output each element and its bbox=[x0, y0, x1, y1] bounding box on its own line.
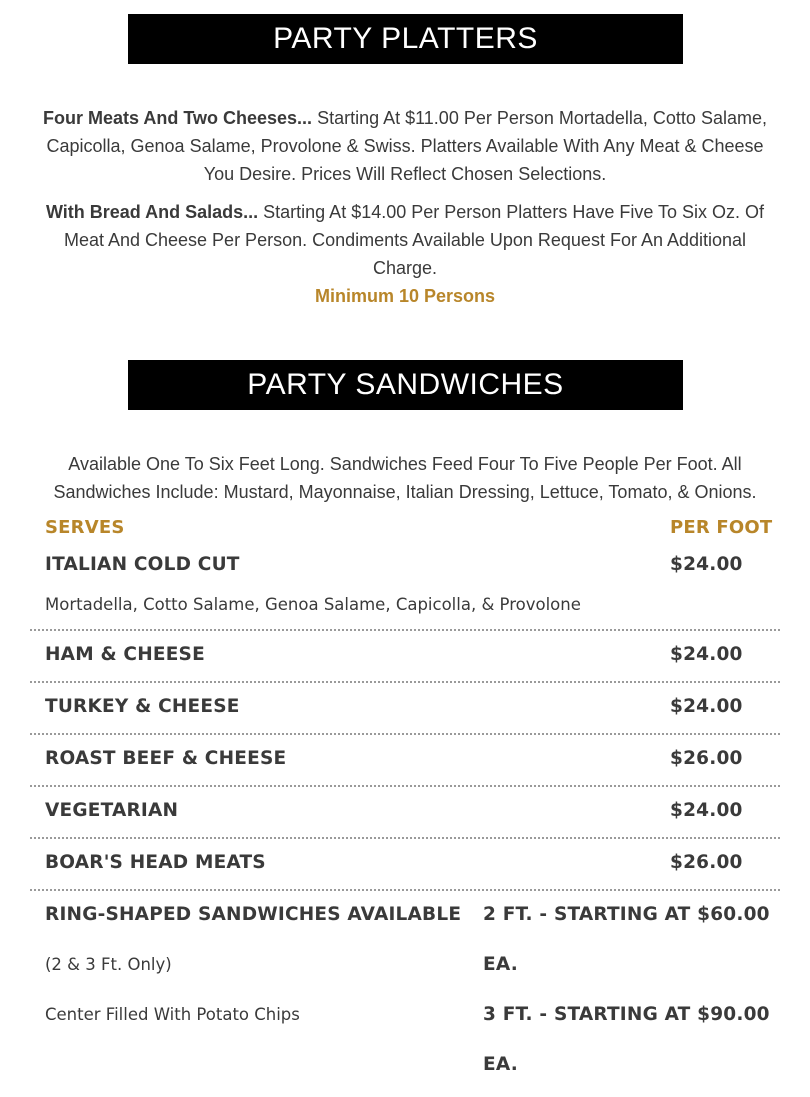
platters-bread-text: Starting At $14.00 Per Person Platters Have Five To Six Oz. Of Meat And Cheese Per Person. Condiments Available Upon Request For An Additional Charge. bbox=[63, 202, 765, 278]
menu-item-price: $24.00 bbox=[670, 644, 743, 665]
row-divider bbox=[30, 889, 780, 891]
row-divider bbox=[30, 733, 780, 735]
party-platters-title: PARTY PLATTERS bbox=[273, 22, 538, 55]
row-divider bbox=[30, 837, 780, 839]
platters-bread-lead: With Bread And Salads... bbox=[45, 202, 259, 222]
party-sandwiches-heading bbox=[128, 360, 683, 410]
ring-note-sizes: (2 & 3 Ft. Only) bbox=[45, 955, 172, 974]
menu-item-price: $24.00 bbox=[670, 800, 743, 821]
platters-meats-text: Starting At $11.00 Per Person Mortadella, Cotto Salame, Capicolla, Genoa Salame, Provolone & Swiss. Platters Available With Any Meat & Cheese You Desire. Prices Will Reflect Chosen Selections. bbox=[46, 108, 767, 184]
party-sandwiches-title: PARTY SANDWICHES bbox=[247, 368, 564, 401]
menu-item-name: TURKEY & CHEESE bbox=[45, 696, 240, 717]
row-divider bbox=[30, 785, 780, 787]
row-divider bbox=[30, 629, 780, 631]
platters-meats-lead: Four Meats And Two Cheeses... bbox=[43, 108, 313, 128]
ring-price-2ft-each: EA. bbox=[483, 954, 518, 975]
menu-item-name: VEGETARIAN bbox=[45, 800, 179, 821]
menu-item-description: Mortadella, Cotto Salame, Genoa Salame, Capicolla, & Provolone bbox=[45, 595, 581, 614]
platters-minimum: Minimum 10 Persons bbox=[314, 286, 496, 306]
ring-price-3ft-each: EA. bbox=[483, 1054, 518, 1075]
ring-price-2ft: 2 FT. - STARTING AT $60.00 bbox=[483, 904, 770, 925]
menu-item-name: ITALIAN COLD CUT bbox=[45, 554, 240, 575]
menu-item-name: RING-SHAPED SANDWICHES AVAILABLE bbox=[45, 904, 462, 925]
platters-paragraph-meats bbox=[30, 104, 780, 188]
menu-item-price: $24.00 bbox=[670, 554, 743, 575]
ring-price-3ft: 3 FT. - STARTING AT $90.00 bbox=[483, 1004, 770, 1025]
menu-item-name: HAM & CHEESE bbox=[45, 644, 205, 665]
menu-item-price: $26.00 bbox=[670, 852, 743, 873]
menu-item-price: $26.00 bbox=[670, 748, 743, 769]
platters-paragraph-bread bbox=[30, 198, 780, 282]
menu-item-name: ROAST BEEF & CHEESE bbox=[45, 748, 287, 769]
sandwiches-intro: Available One To Six Feet Long. Sandwiches Feed Four To Five People Per Foot. All Sandwiches Include: Mustard, Mayonnaise, Italian Dressing, Lettuce, Tomato, & Onions. bbox=[53, 454, 757, 502]
column-header-serves: SERVES bbox=[45, 517, 125, 538]
ring-note-filling: Center Filled With Potato Chips bbox=[45, 1005, 300, 1024]
menu-item-price: $24.00 bbox=[670, 696, 743, 717]
party-platters-heading bbox=[128, 14, 683, 64]
column-header-per-foot: PER FOOT bbox=[670, 517, 773, 538]
menu-item-name: BOAR'S HEAD MEATS bbox=[45, 852, 266, 873]
row-divider bbox=[30, 681, 780, 683]
